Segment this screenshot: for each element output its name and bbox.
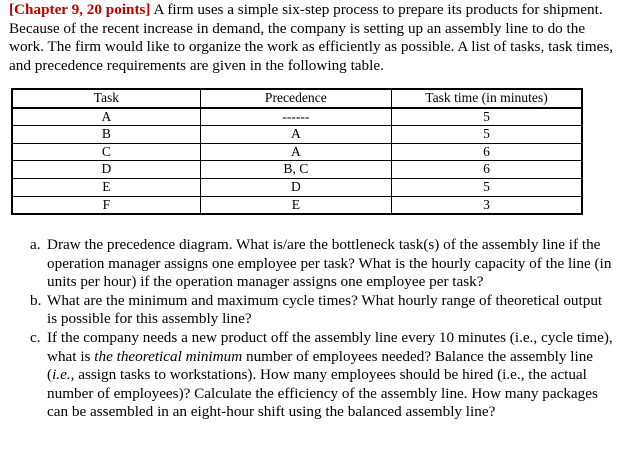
chapter-points-tag: [Chapter 9, 20 points] [9,1,151,18]
question-text [47,329,613,420]
cell-precedence: B, C [200,161,391,179]
cell-precedence: E [200,196,391,214]
cell-task: C [12,143,200,161]
question-text: Draw the precedence diagram. What is/are the bottleneck task(s) of the assembly line if the operation manager assigns one employee per task? What is the hourly capacity of the line (in units per hour) if the operation manager assigns one employee per task? [47,236,612,291]
table-row [12,178,582,196]
cell-time: 6 [391,143,582,161]
table-row [12,161,582,179]
header-task-time: Task time (in minutes) [391,89,582,108]
question-marker: c. [30,328,41,346]
cell-time: 3 [391,196,582,214]
table-row [12,108,582,126]
question-marker: a. [30,236,41,253]
intro-text: A firm uses a simple six-step process to prepare its products for shipment. Because of the recent increase in demand, the company is setting up an assembly line to do the work. The firm would like to organize the work as efficiently as possible. A list of tasks, task times, and precedence requirements are given in the following table. [9,1,614,74]
table-row [12,196,582,214]
question-c-italic-2: i.e., [52,366,75,384]
question-b [30,292,616,329]
cell-time: 5 [391,108,582,126]
header-precedence: Precedence [200,89,391,108]
header-task: Task [12,89,200,108]
cell-time: 5 [391,178,582,196]
question-c-part1: If the company needs a new product off the assembly line every 10 minutes (i.e., cycle time), what is [47,328,613,365]
question-text: What are the minimum and maximum cycle times? What hourly range of theoretical output is possible for this assembly line? [47,291,603,328]
cell-precedence: ------ [200,108,391,126]
question-list [30,236,616,422]
cell-task: A [12,108,200,126]
cell-time: 6 [391,161,582,179]
cell-precedence: D [200,178,391,196]
task-table [11,88,583,215]
question-c [30,329,616,422]
question-c-italic-1: the theoretical minimum [94,347,243,365]
cell-precedence: A [200,126,391,144]
question-a [30,236,616,292]
cell-task: F [12,196,200,214]
cell-precedence: A [200,143,391,161]
intro-paragraph [9,0,615,75]
question-c-part3: number of employees needed? Balance the assembly line ( [47,347,594,384]
question-marker: b. [30,291,42,309]
question-c-part5: assign tasks to workstations). How many employees should be hired (i.e., the actual number of employees)? Calculate the efficiency of the assembly line. How many packages can be assembled in an eight-hour shift using the balanced assembly line? [47,366,598,421]
table-header-row [12,89,582,108]
cell-task: D [12,161,200,179]
cell-task: E [12,178,200,196]
table-row [12,126,582,144]
cell-time: 5 [391,126,582,144]
table-row [12,143,582,161]
cell-task: B [12,126,200,144]
